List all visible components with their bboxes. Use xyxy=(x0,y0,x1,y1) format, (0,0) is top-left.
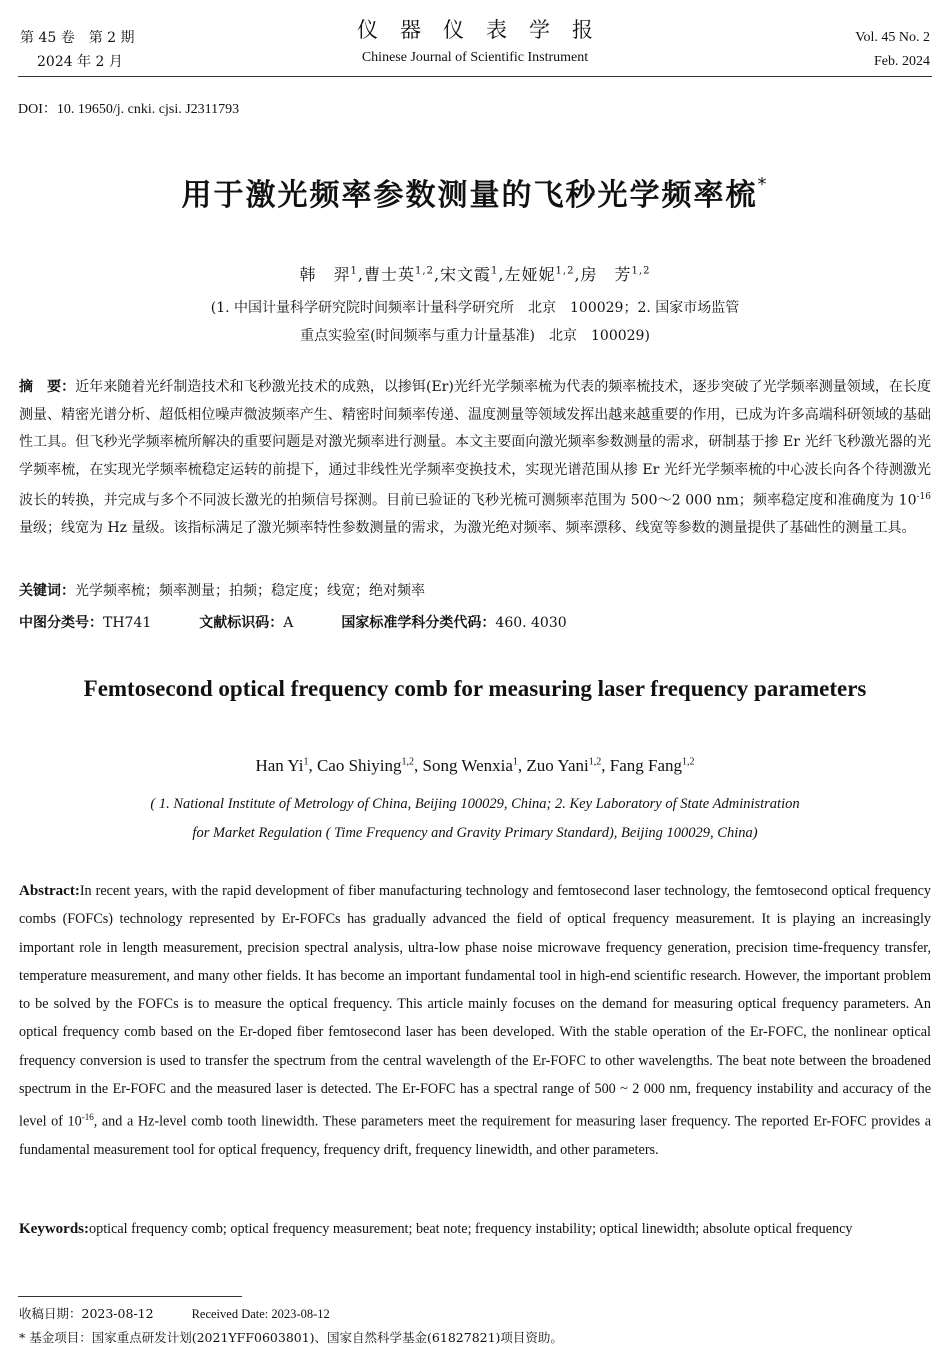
classification-row xyxy=(19,612,567,632)
author-en: Song Wenxia xyxy=(422,756,513,775)
volume-en: Vol. 45 No. 2 xyxy=(855,30,930,45)
author-affil-mark: 1,2 xyxy=(682,756,695,768)
author-affil-mark: 1,2 xyxy=(415,265,434,277)
title-footnote-mark: * xyxy=(757,174,769,195)
keywords-en xyxy=(19,1215,931,1243)
author-en: Zuo Yani xyxy=(526,756,589,775)
journal-name xyxy=(0,16,950,72)
abstract-cn-exponent: -16 xyxy=(916,492,931,502)
abstract-cn-tail: 量级；线宽为 Hz 量级。该指标满足了激光频率特性参数测量的需求，为激光绝对频率、频率漂移、线宽等参数的测量提供了基础性的测量工具。 xyxy=(19,520,916,537)
clc-label: 中图分类号： xyxy=(19,615,103,631)
author-affil-mark: 1 xyxy=(491,265,499,277)
author-cn: 房 芳 xyxy=(580,265,632,284)
author-affil-mark: 1,2 xyxy=(555,265,575,277)
authors-en: Han Yi$^1$, Cao Shiying$^{1,2}$, Song Wenxia$^1$, Zuo Yani$^{1,2}$, Fang Fang$^{1,2}$ xyxy=(255,756,695,775)
volume-cn: 第 45 卷 第 2 期 xyxy=(20,30,135,46)
doc-code-value: A xyxy=(283,615,294,631)
clc-value: TH741 xyxy=(103,615,152,631)
author-en: Fang Fang xyxy=(609,756,683,775)
author-affil-mark: 1 xyxy=(303,756,309,768)
doc-code-label: 文献标识码： xyxy=(199,615,284,631)
subject-value: 460. 4030 xyxy=(495,615,567,631)
title-cn xyxy=(0,170,950,214)
received-cn: 收稿日期：2023-08-12 xyxy=(19,1306,154,1321)
affiliation-line: 重点实验室(时间频率与重力计量基准) 北京 100029) xyxy=(300,328,650,344)
author-affil-mark: 1 xyxy=(350,265,358,277)
subject-label: 国家标准学科分类代码： xyxy=(341,615,496,631)
title-en: Femtosecond optical frequency comb for measuring laser frequency parameters xyxy=(83,676,867,701)
author-en: Cao Shiying xyxy=(316,756,402,775)
abstract-en-text: In recent years, with the rapid development of fiber manufacturing technology and femtosecond laser technology, the femtosecond optical frequency combs (FOFCs) technology represented by Er-FOFCs has gradually advanced the field of optical frequency measurement. It is playing an increasingly important role in length measurement, precision spectral analysis, ultra-low phase noise microwave frequency generation, precision time-frequency transfer, temperature measurement, and many other fields. It has become an important fundamental tool in high-end scientific research. However, the important problem to be solved by the FOFCs is to measure the optical frequency. This article mainly focuses on the demand for measuring optical frequency parameters. An optical frequency comb based on the Er-doped fiber femtosecond laser has been developed. With the stable operation of the Er-FOFC, the nonlinear optical frequency conversion is used to transfer the spectrum from the central wavelength of the Er-FOFC to other wavelengths. The beat note between the broadened spectrum in the Er-FOFC and the measured laser is detected. The Er-FOFC has a spectral range of 500 ~ 2 000 nm, frequency instability and accuracy of the level of 10 xyxy=(19,883,931,1131)
author-cn: 韩 羿 xyxy=(299,265,351,284)
issue-info-en xyxy=(855,26,930,74)
keywords-en-label: Keywords: xyxy=(19,1221,89,1237)
header-divider xyxy=(18,76,932,77)
abstract-en xyxy=(19,877,931,1165)
keywords-cn-label: 关键词： xyxy=(19,583,75,599)
abstract-en-tail: , and a Hz-level comb tooth linewidth. These parameters meet the requirement for measuring laser frequency. The reported Er-FOFC provides a fundamental measurement tool for optical frequency, frequency drift, frequency linewidth, and other parameters. xyxy=(19,1114,932,1159)
abstract-cn-label: 摘 要： xyxy=(19,379,76,395)
author-en: Han Yi xyxy=(255,756,304,775)
author-affil-mark: 1,2 xyxy=(401,756,415,768)
received-date xyxy=(19,1304,330,1322)
received-en: Received Date: 2023-08-12 xyxy=(191,1307,330,1321)
doi: DOI：10. 19650/j. cnki. cjsi. J2311793 xyxy=(18,102,240,117)
journal-name-en: Chinese Journal of Scientific Instrument xyxy=(361,50,589,65)
journal-name-cn: 仪器仪表学报 xyxy=(357,18,615,42)
author-affil-mark: 1 xyxy=(512,756,518,768)
author-cn: 宋文霞 xyxy=(440,265,492,284)
abstract-cn xyxy=(19,374,931,543)
date-cn: 2024 年 2 月 xyxy=(37,54,123,70)
author-affil-mark: 1,2 xyxy=(631,265,651,277)
affiliation-line: (1. 中国计量科学研究院时间频率计量科学研究所 北京 100029；2. 国家市场监管 xyxy=(210,300,740,316)
keywords-cn xyxy=(19,580,425,600)
title-cn-text: 用于激光频率参数测量的飞秒光学频率梳 xyxy=(181,178,758,213)
abstract-cn-text: 近年来随着光纤制造技术和飞秒激光技术的成熟，以掺铒(Er)光纤光学频率梳为代表的频率梳技术，逐步突破了光学频率测量领域，在长度测量、精密光谱分析、超低相位噪声微波频率产生、精密时间频率传递、温度测量等领域发挥出越来越重要的作用，已成为许多高端科研领域的基础性工具。但飞秒光学频率梳所解决的重要问题是对激光频率进行测量。本文主要面向激光频率参数测量的需求，研制基于掺 Er 光纤飞秒激光器的光学频率梳，在实现光学频率梳稳定运转的前提下，通过非线性光学频率变换技术，实现光谱范围从掺 Er 光纤光学频率梳的中心波长向各个待测激光波长的转换，并完成与多个不同波长激光的拍频信号探测。目前已验证的飞秒光梳可测频率范围为 500～2 000 nm；频率稳定度和准确度为 10 xyxy=(19,379,931,509)
author-cn: 曹士英 xyxy=(364,265,416,284)
abstract-en-exponent: -16 xyxy=(81,1112,94,1123)
affiliation-line: for Market Regulation ( Time Frequency and Gravity Primary Standard), Beijing 100029, China) xyxy=(192,825,758,841)
keywords-en-text: optical frequency comb; optical frequency measurement; beat note; frequency instability; optical linewidth; absolute optical frequency xyxy=(89,1221,853,1237)
footnote-divider xyxy=(18,1296,242,1297)
author-cn: 左娅妮 xyxy=(504,265,556,284)
affiliation-line: ( 1. National Institute of Metrology of China, Beijing 100029, China; 2. Key Laboratory of State Administration xyxy=(150,796,800,812)
authors-cn: 韩 羿$^1$,曹士英$^{1,2}$,宋文霞$^1$,左娅妮$^{1,2}$,房 芳$^{1,2}$ xyxy=(299,265,651,284)
date-en: Feb. 2024 xyxy=(874,54,930,69)
abstract-en-label: Abstract: xyxy=(19,883,80,899)
author-affil-mark: 1,2 xyxy=(588,756,602,768)
affiliations-en xyxy=(0,790,950,848)
fund-note: * 基金项目：国家重点研发计划(2021YFF0603801)、国家自然科学基金(61827821)项目资助。 xyxy=(19,1330,563,1345)
keywords-cn-text: 光学频率梳；频率测量；拍频；稳定度；线宽；绝对频率 xyxy=(75,583,425,599)
affiliations-cn xyxy=(0,294,950,350)
